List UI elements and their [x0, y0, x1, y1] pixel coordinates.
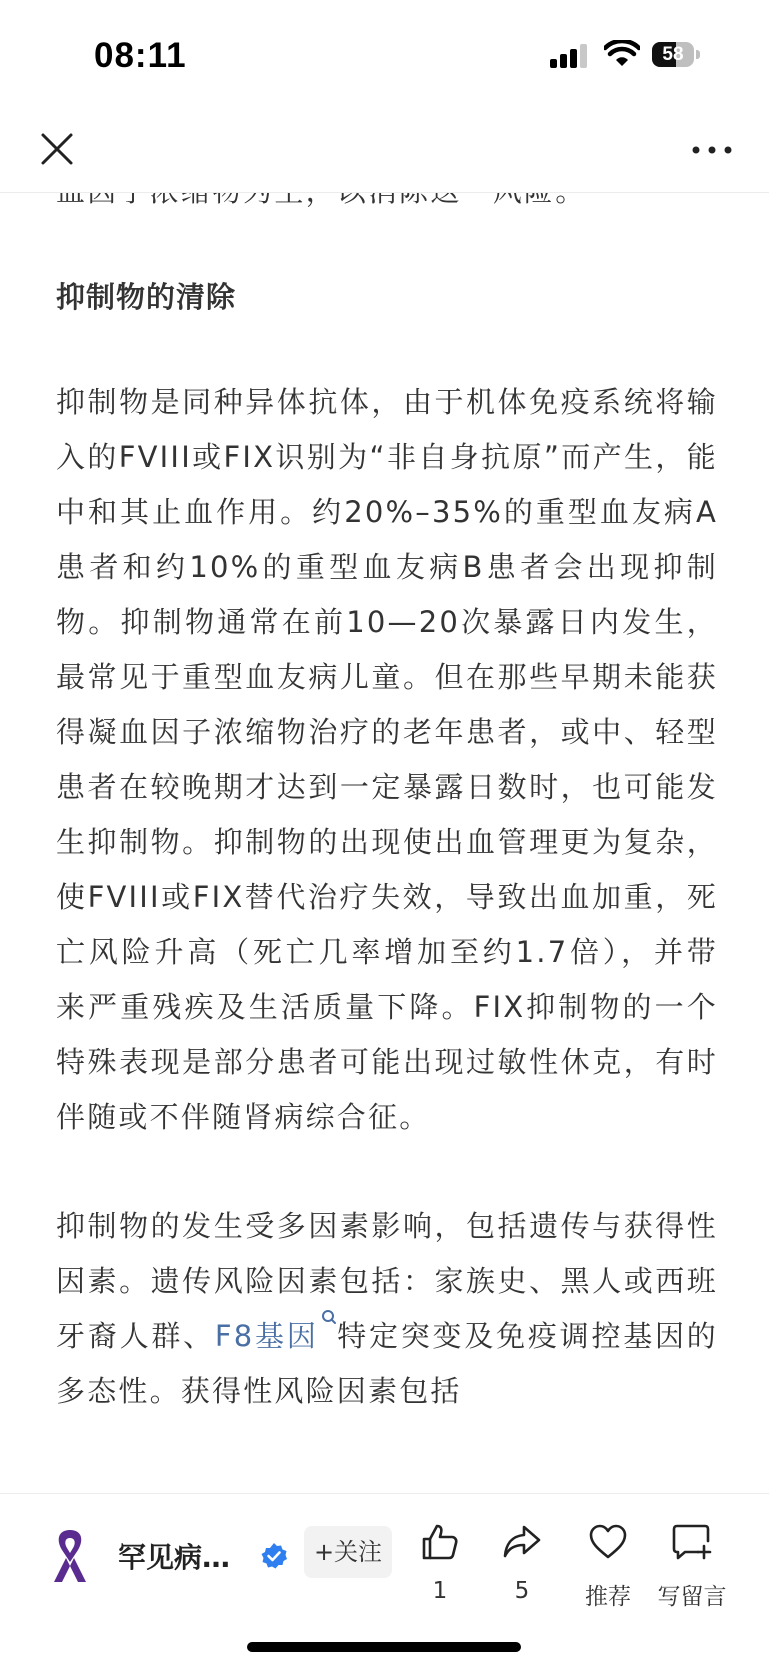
account-logo[interactable]	[52, 1528, 88, 1584]
heart-icon	[588, 1522, 628, 1562]
share-button[interactable]	[500, 1522, 544, 1604]
recommend-button[interactable]	[578, 1522, 638, 1611]
home-indicator	[247, 1642, 521, 1652]
like-button[interactable]	[418, 1522, 462, 1604]
battery-indicator	[652, 42, 700, 67]
paragraph-risk-factors	[56, 1199, 718, 1419]
bottom-action-bar	[0, 1493, 769, 1666]
status-time: 08:11	[94, 36, 187, 75]
verified-icon	[260, 1542, 288, 1570]
more-icon[interactable]	[688, 138, 738, 162]
search-icon[interactable]	[321, 1309, 337, 1329]
thumbs-up-icon	[420, 1522, 460, 1562]
comment-icon	[671, 1522, 713, 1562]
paragraph-inhibitor-intro: 抑制物是同种异体抗体，由于机体免疫系统将输入的FVIII或FIX识别为“非自身抗原”而产生，能中和其止血作用。约20%–35%的重型血友病A患者和约10%的重型血友病B患者会出现抑制物。抑制物通常在前10—20次暴露日内发生，最常见于重型血友病儿童。但在那些早期未能获得凝血因子浓缩物治疗的老年患者，或中、轻型患者在较晚期才达到一定暴露日数时，也可能发生抑制物。抑制物的出现使出血管理更为复杂，使FVIII或FIX替代治疗失效，导致出血加重，死亡风险升高（死亡几率增加至约1.7倍），并带来严重残疾及生活质量下降。FIX抑制物的一个特殊表现是部分患者可能出现过敏性休克，有时伴随或不伴随肾病综合征。	[56, 385, 718, 1134]
article-body	[56, 164, 718, 1494]
wifi-icon	[604, 40, 640, 68]
status-bar	[0, 0, 769, 110]
nav-bar	[0, 110, 769, 193]
follow-button[interactable]: +关注	[304, 1526, 392, 1578]
paragraph-text: 抑制物的发生受多因素影响，包括遗传与获得性因素。遗传风险因素包括：家族史、黑人或西班牙裔人群、	[56, 1209, 718, 1353]
section-title: 抑制物的清除	[56, 280, 237, 314]
signal-icon	[550, 44, 590, 68]
like-count: 1	[432, 1578, 448, 1604]
recommend-label: 推荐	[585, 1584, 631, 1610]
account-name[interactable]: 罕见病…	[118, 1541, 231, 1574]
share-count: 5	[514, 1578, 530, 1604]
comment-button[interactable]	[654, 1522, 730, 1611]
paragraph-text: 特定突变及免疫调控基因的多态性。获得性风险因素包括	[56, 1319, 718, 1408]
battery-percent: 58	[662, 44, 684, 65]
close-icon[interactable]	[38, 130, 78, 170]
f8-gene-link[interactable]: F8基因	[214, 1319, 319, 1353]
share-icon	[502, 1522, 542, 1562]
comment-label: 写留言	[657, 1584, 727, 1610]
